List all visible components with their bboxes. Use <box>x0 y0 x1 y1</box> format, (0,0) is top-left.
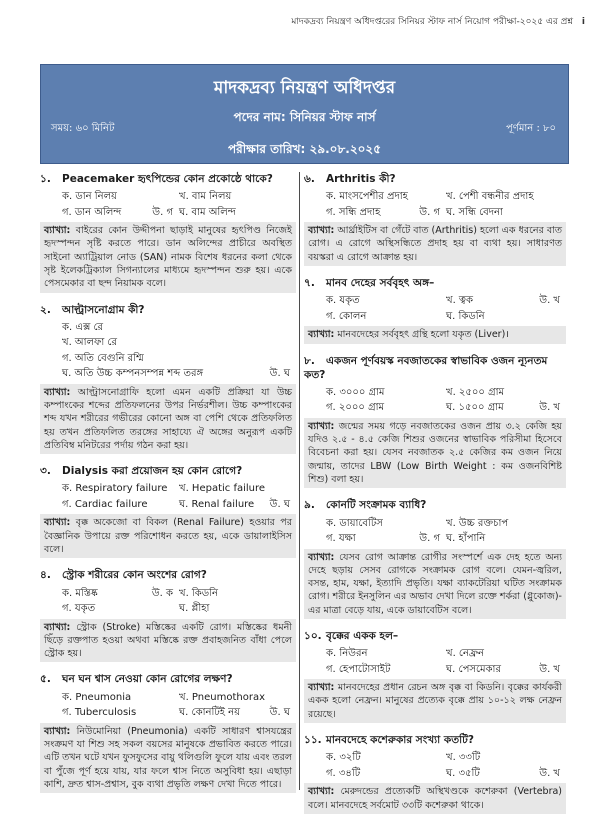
question-number: ৫. <box>40 673 51 686</box>
option-item <box>179 706 296 720</box>
option-item <box>326 517 446 531</box>
question-title <box>304 172 566 186</box>
option-item <box>179 587 296 601</box>
option-text: খ. নেফ্রন <box>446 648 484 660</box>
option-item <box>326 190 446 204</box>
question-number: ৩. <box>40 465 51 478</box>
option-text: গ. ৩৪টি <box>326 767 361 779</box>
options-list <box>326 190 566 219</box>
option-item <box>446 310 566 324</box>
exam-marks: পূর্ণমান : ৮০ <box>506 123 556 134</box>
option-item <box>62 190 179 204</box>
explanation-text: বৃক্ক অকেজো বা বিকল (Renal Failure) হওয়ার পর বৈজ্ঞানিক উপায়ে রক্ত পরিশোধন করতে হয়, একে ডায়ালাইসিস বলে। <box>44 517 292 556</box>
explanation-box <box>40 723 296 793</box>
question-number: ১. <box>40 173 51 185</box>
question-number: ৭. <box>304 277 315 290</box>
explanation-label: ব্যাখ্যা: <box>308 786 335 798</box>
explanation-text: আর্থ্রাইটিস বা গেঁটে বাত (Arthritis) হলো এক ধরনের বাত রোগ। এ রোগে অস্থিসন্ধিতে প্রদাহ হয় বা ব্যথা হয়। সাধারণত বয়স্করা এ রোগে আক্রান্ত হয়। <box>308 225 562 263</box>
option-item <box>179 691 296 705</box>
option-text: ঘ. ৩৫টি <box>446 767 480 779</box>
option-text: ক. এক্স রে <box>62 321 104 333</box>
question-block <box>40 568 296 662</box>
question-number: ১০. <box>304 630 322 643</box>
option-item <box>446 206 566 220</box>
option-text: খ. ত্বক <box>446 295 474 307</box>
options-list <box>62 482 296 511</box>
option-text: ঘ. কোনটিই নয় <box>179 707 241 719</box>
option-text: ঘ. হাঁপানি <box>446 533 486 545</box>
question-title <box>40 568 296 582</box>
explanation-text: বাইরের কোন উদ্দীপনা ছাড়াই মানুষের হৃৎপিণ্ড নিজেই হৃদস্পন্দন সৃষ্টি করতে পারে। ডান অলিন্দের প্রাচীরে অবস্থিত সাইনো অ্যাট্রিয়াল নোড (SAN) নামক বিশেষ ধরনের কলা থেকে সৃষ্ট ইলেকট্রিক্যাল সিগন্যালের মাধ্যমে হৃদস্পন্দন শুরু হয়। একে পেসমেকার বা ছন্দ নিয়ামক বলে। <box>44 225 292 290</box>
option-text: ক. ৩০০০ গ্রাম <box>326 386 385 398</box>
answer-key: উ. গ <box>152 206 173 218</box>
option-text: ঘ. Renal failure <box>179 498 255 510</box>
question-text: একজন পূর্ণবয়স্ক নবজাতকের স্বাভাবিক ওজন ন্যূনতম কত? <box>304 354 548 381</box>
option-text: গ. ২০০০ গ্রাম <box>326 402 385 414</box>
option-item <box>62 367 296 381</box>
option-text: ঘ. বাম অলিন্দ <box>179 206 236 218</box>
question-number: ৯. <box>304 499 315 512</box>
explanation-label: ব্যাখ্যা: <box>308 682 335 694</box>
explanation-box <box>40 619 296 663</box>
question-number: ১১. <box>304 734 322 747</box>
option-item <box>179 498 296 512</box>
option-text: ঘ. পেসমেকার <box>446 663 501 675</box>
explanation-text: স্ট্রোক (Stroke) মস্তিষ্কের একটি রোগ। মস্তিষ্কের ধমনী ছিঁড়ে রক্তপাত হওয়া অথবা মস্তিষ্কে রক্ত প্রবাহজনিত বাঁধা পেলে স্ট্রোক হয়। <box>44 621 292 660</box>
option-item <box>62 498 179 512</box>
option-item <box>326 401 446 415</box>
option-item <box>62 321 296 335</box>
option-item <box>179 482 296 496</box>
explanation-box <box>304 679 566 723</box>
explanation-box <box>304 549 566 619</box>
options-list <box>326 751 566 780</box>
answer-key: উ. ঘ <box>269 498 290 510</box>
explanation-label: ব্যাখ্যা: <box>308 420 335 432</box>
post-name: পদের নাম: সিনিয়র স্টাফ নার্স <box>233 110 376 124</box>
exam-time: সময়: ৬০ মিনিট <box>51 123 115 134</box>
explanation-label: ব্যাখ্যা: <box>308 329 335 341</box>
option-item <box>62 336 296 350</box>
option-text: গ. যক্ষা <box>326 533 356 545</box>
question-text: Arthritis কী? <box>326 173 396 185</box>
option-item <box>62 602 179 616</box>
option-item <box>326 767 446 781</box>
answer-key: উ. ঘ <box>269 368 290 380</box>
question-title <box>40 172 296 186</box>
question-block <box>40 172 296 293</box>
question-title <box>40 303 296 317</box>
left-column <box>40 172 296 803</box>
explanation-label: ব্যাখ্যা: <box>308 225 335 237</box>
option-text: ঘ. সন্ধি বেদনা <box>446 206 503 218</box>
option-item <box>326 310 446 324</box>
question-text: আল্ট্রাসনোগ্রাম কী? <box>62 303 145 316</box>
answer-key: উ. ঘ <box>269 707 290 719</box>
option-item <box>62 206 179 220</box>
explanation-box <box>40 384 296 454</box>
question-title <box>304 276 566 290</box>
option-text: গ. যকৃত <box>62 603 96 615</box>
option-item <box>446 190 566 204</box>
explanation-text: মানবদেহের সর্ববৃহৎ গ্রন্থি হলো যকৃত (Liver)। <box>334 329 509 341</box>
option-text: ক. ডান নিলয় <box>62 191 117 203</box>
option-item <box>326 532 446 546</box>
question-number: ৪. <box>40 569 51 582</box>
explanation-text: জন্মের সময় গড়ে নবজাতকের ওজন প্রায় ৩.২ কেজি হয় যদিও ২.৫ - ৪.৫ কেজি শিশুর ওজনের স্বাভাবিক পরিসীমা হিসেবে বিবেচনা করা হয়। যেসব নবজাতক ২.৫ কেজির কম ওজন নিয়ে জন্মায়, তাদের LBW (Low Birth Weight : কম ওজনবিশিষ্ট শিশু) বলা হয়। <box>308 420 562 486</box>
explanation-text: মেরুদন্ডের প্রত্যেকটি অস্থিখণ্ডকে কশেরুকা (Vertebra) বলে। মানবদেহে সর্বমোট ৩৩টি কশেরুকা থাকে। <box>308 786 562 811</box>
question-title <box>40 464 296 478</box>
question-number: ২. <box>40 303 51 316</box>
exam-header <box>40 64 569 164</box>
option-text: ঘ. অতি উচ্চ কম্পনসম্পন্ন শব্দ তরঙ্গ <box>62 368 204 380</box>
option-item <box>62 352 296 366</box>
question-block <box>304 733 566 814</box>
option-text: খ. ৩৩টি <box>446 752 481 764</box>
option-text: ক. মাংসপেশীর প্রদাহ <box>326 191 408 203</box>
option-text: ঘ. প্লীহা <box>179 603 210 615</box>
question-block <box>40 303 296 455</box>
explanation-box <box>304 326 566 343</box>
options-list <box>62 587 296 616</box>
question-block <box>304 354 566 489</box>
org-name: মাদকদ্রব্য নিয়ন্ত্রণ অধিদপ্তর <box>213 78 396 98</box>
option-item <box>446 647 566 661</box>
running-head <box>250 14 585 29</box>
option-text: খ. ২৫০০ গ্রাম <box>446 386 505 398</box>
answer-key: উ. খ <box>539 663 560 675</box>
answer-key: উ. ক <box>151 587 173 599</box>
question-block <box>304 629 566 723</box>
option-text: ঘ. কিডনি <box>446 310 485 322</box>
option-item <box>446 767 566 781</box>
option-text: ক. নিউরন <box>326 648 368 660</box>
question-number: ৬. <box>304 173 315 185</box>
question-text: Peacemaker হৃৎপিন্ডের কোন প্রকোষ্ঠে থাকে? <box>62 173 273 185</box>
question-text: বৃক্কের একক হল– <box>326 630 399 643</box>
answer-key: উ. গ <box>419 206 440 218</box>
option-text: খ. উচ্চ রক্তচাপ <box>446 517 509 529</box>
option-item <box>446 532 566 546</box>
explanation-label: ব্যাখ্যা: <box>44 225 71 237</box>
explanation-box <box>304 222 566 266</box>
option-text: ঘ. ১৫০০ গ্রাম <box>446 402 504 414</box>
explanation-text: যেসব রোগ আক্রান্ত রোগীর সংস্পর্শে এক দেহ হতে অন্য দেহে ছড়ায় সেসব রোগকে সংক্রামক রোগ বলে। যেমন-জ্বরিল, বসন্ত, হাম, যক্ষা, ইত্যাদি প্রভৃতি। যক্ষা ব্যাকটেরিয়া ঘটিত সংক্রামক রোগ। শরীরে ইনসুলিন এর অভাব দেখা দিলে রক্তে শর্করা (গ্লুকোজ)-এর মাত্রা বেড়ে যায়, একে ডায়াবেটিস বলে। <box>308 551 562 616</box>
options-list <box>326 294 566 323</box>
option-text: ক. ডায়াবেটিস <box>326 517 383 529</box>
column-divider <box>299 172 300 790</box>
options-list <box>326 386 566 415</box>
question-title <box>304 354 566 382</box>
options-list <box>62 691 296 720</box>
options-list <box>326 647 566 676</box>
option-item <box>326 663 446 677</box>
option-text: ক. Respiratory failure <box>62 483 168 495</box>
page-marker: i <box>581 17 585 27</box>
question-block <box>304 172 566 266</box>
option-item <box>446 663 566 677</box>
question-block <box>304 276 566 343</box>
running-head-text: মাদকদ্রব্য নিয়ন্ত্রণ অধিদপ্তরের সিনিয়র স্টাফ নার্স নিয়োগ পরীক্ষা-২০২৫ এর প্রশ্ন <box>291 17 574 27</box>
option-item <box>326 647 446 661</box>
option-item <box>326 386 446 400</box>
answer-key: উ. খ <box>539 767 560 779</box>
options-list <box>62 190 296 219</box>
option-text: ক. যকৃত <box>326 295 360 307</box>
options-list <box>62 321 296 381</box>
explanation-label: ব্যাখ্যা: <box>44 725 71 737</box>
option-item <box>446 401 566 415</box>
option-text: গ. কোলন <box>326 310 367 322</box>
option-text: গ. Cardiac failure <box>62 498 148 510</box>
option-text: গ. ডান অলিন্দ <box>62 206 122 218</box>
explanation-box <box>304 418 566 488</box>
question-title <box>304 629 566 643</box>
option-text: খ. Pneumothorax <box>179 691 266 703</box>
question-block <box>40 672 296 793</box>
option-item <box>62 706 179 720</box>
question-text: Dialysis করা প্রয়োজন হয় কোন রোগে? <box>62 465 243 478</box>
answer-key: উ. খ <box>539 402 560 414</box>
option-text: খ. কিডনি <box>179 587 218 599</box>
option-item <box>62 482 179 496</box>
question-text: ঘন ঘন শ্বাস নেওয়া কোন রোগের লক্ষণ? <box>62 673 233 686</box>
answer-key: উ. খ <box>539 295 560 307</box>
option-item <box>62 691 179 705</box>
option-text: খ. আলফা রে <box>62 337 117 349</box>
explanation-label: ব্যাখ্যা: <box>44 621 71 633</box>
explanation-label: ব্যাখ্যা: <box>44 386 71 398</box>
question-block <box>304 498 566 619</box>
explanation-box <box>40 222 296 292</box>
option-item <box>446 517 566 531</box>
option-item <box>326 751 446 765</box>
option-text: ক. মস্তিষ্ক <box>62 587 98 599</box>
option-text: গ. অতি বেগুনি রশ্মি <box>62 352 144 364</box>
option-item <box>326 206 446 220</box>
question-block <box>40 464 296 558</box>
exam-meta <box>51 121 556 138</box>
explanation-text: মানবদেহের প্রধান রেচন অঙ্গ বৃক্ক বা কিডনি। বৃক্কের কার্যকরী একক হলো নেফ্রন। মানুষের প্রত্যেক বৃক্কে প্রায় ১০-১২ লক্ষ নেফ্রন রয়েছে। <box>308 682 562 720</box>
question-text: স্ট্রোক শরীরের কোন অংশের রোগ? <box>62 569 207 582</box>
explanation-box <box>40 514 296 558</box>
option-text: খ. বাম নিলয় <box>179 191 232 203</box>
option-text: খ. Hepatic failure <box>179 483 266 495</box>
option-text: ক. ৩২টি <box>326 752 361 764</box>
option-item <box>446 751 566 765</box>
option-text: গ. সন্ধি প্রদাহ <box>326 206 381 218</box>
explanation-box <box>304 783 566 814</box>
right-column <box>304 172 566 824</box>
option-text: ক. Pneumonia <box>62 691 132 703</box>
option-text: খ. পেশী বন্ধনীর প্রদাহ <box>446 191 534 203</box>
question-title <box>304 498 566 512</box>
explanation-label: ব্যাখ্যা: <box>308 551 335 563</box>
question-text: মানব দেহের সর্ববৃহৎ অঙ্গ– <box>326 277 435 290</box>
options-list <box>326 517 566 546</box>
exam-date: পরীক্ষার তারিখ: ২৯.০৮.২০২৫ <box>227 142 382 156</box>
option-item <box>62 587 179 601</box>
answer-key: উ. গ <box>419 533 440 545</box>
explanation-label: ব্যাখ্যা: <box>44 517 71 529</box>
option-item <box>446 294 566 308</box>
explanation-text: নিউমোনিয়া (Pneumonia) একটি সাধারণ শ্বাসযন্ত্রের সংক্রমণ যা শিশু সহ সকল বয়সের মানুষকে প্রভাবিত করতে পারে। এটি তখন ঘটে যখন ফুসফুসের বায়ু থলিগুলি ফুলে যায় এবং তরল বা পুঁজে পূর্ণ হয়ে যায়, যার ফলে শ্বাস নিতে অসুবিধা হয়। এছাড়া কাশি, দ্রুত শ্বাস-প্রশ্বাস, বুক ব্যথা প্রভৃতি লক্ষণ দেখা দিতে পারে। <box>44 725 292 790</box>
option-item <box>179 206 296 220</box>
option-item <box>326 294 446 308</box>
question-title <box>40 672 296 686</box>
explanation-text: আল্ট্রাসনোগ্রাফি হলো এমন একটি প্রক্রিয়া যা উচ্চ কম্পাংকের শব্দের প্রতিফলনের উপর নির্ভরশীল। উচ্চ কম্পাংকের শব্দ যখন শরীরের গভীরের কোনো অঙ্গ বা পেশি থেকে প্রতিফলিত হয় তখন প্রতিফলিত তরঙ্গের সাহায্যে ঐ অঙ্গের অনুরূপ একটি প্রতিবিম্ব মনিটরের পর্দায় গঠন করা হয়। <box>44 386 292 452</box>
option-item <box>179 190 296 204</box>
option-text: গ. হেপাটোসাইট <box>326 663 391 675</box>
option-item <box>179 602 296 616</box>
option-text: গ. Tuberculosis <box>62 707 137 719</box>
option-item <box>446 386 566 400</box>
question-text: কোনটি সংক্রামক ব্যাধি? <box>326 499 427 512</box>
question-title <box>304 733 566 747</box>
question-text: মানবদেহে কশেরুকার সংখ্যা কতটি? <box>326 734 474 747</box>
question-number: ৮. <box>304 354 315 367</box>
